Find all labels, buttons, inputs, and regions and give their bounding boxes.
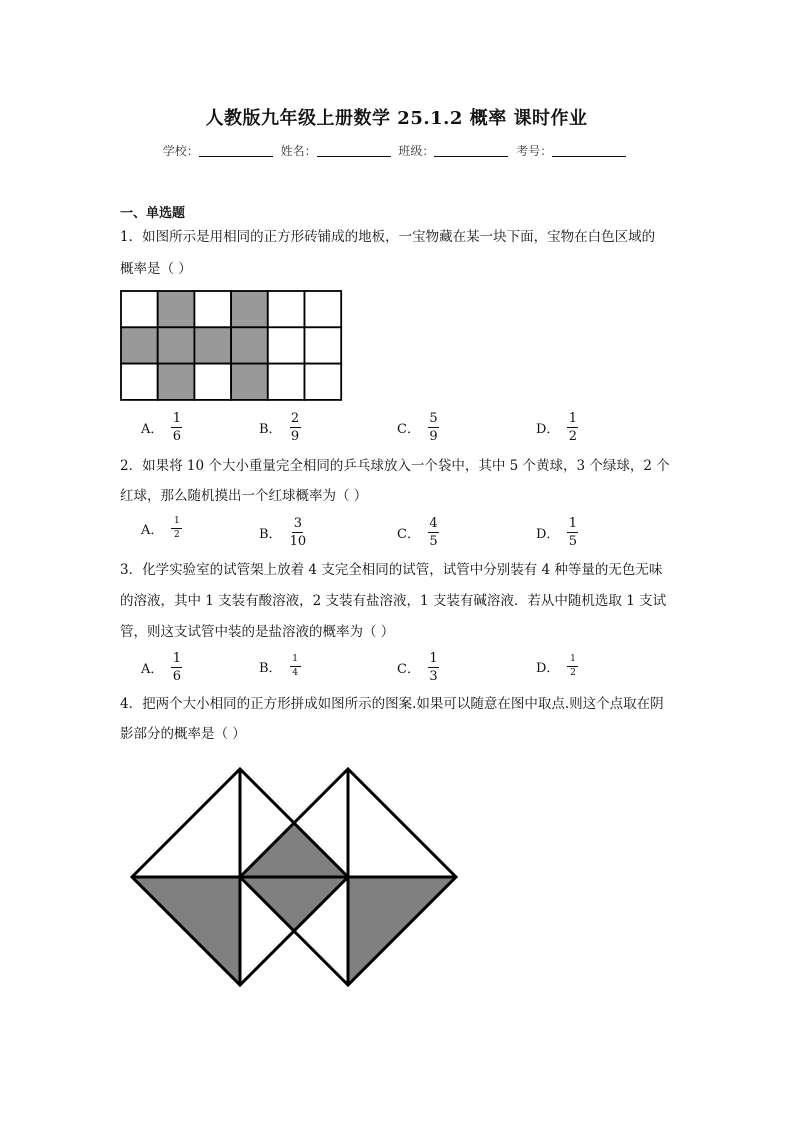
q1-option-a[interactable] (141, 412, 182, 443)
option-label: C． (397, 527, 420, 542)
section-heading: 一、单选题 (120, 206, 186, 221)
q2-option-a[interactable] (141, 517, 182, 540)
school-blank[interactable] (199, 144, 273, 157)
denominator: 3 (429, 669, 438, 684)
name-blank[interactable] (317, 144, 391, 157)
q1-option-c[interactable] (397, 412, 439, 443)
q4-text-line-1: 4．把两个大小相同的正方形拼成如图所示的图案.如果可以随意在图中取点.则这个点取在阴 (120, 696, 664, 712)
grid-tile-white (121, 291, 158, 327)
grid-tile-white (305, 364, 342, 400)
school-label: 学校： (162, 144, 199, 158)
option-label: B． (259, 422, 282, 437)
q4-text-line-2: 影部分的概率是（ ） (120, 726, 246, 742)
numerator: 1 (568, 411, 578, 426)
denominator: 5 (568, 534, 578, 549)
fraction (567, 412, 578, 443)
q3-text-line-1: 3．化学实验室的试管架上放着 4 支完全相同的试管，试管中分别装有 4 种等量的无色无味 (120, 562, 663, 578)
q4-two-squares-figure (128, 764, 460, 990)
denominator: 6 (172, 669, 182, 684)
denominator: 9 (290, 429, 300, 444)
numerator: 3 (293, 516, 302, 531)
student-info-row (0, 142, 793, 159)
option-label: B． (259, 661, 282, 676)
q2-option-d[interactable] (536, 517, 578, 548)
denominator: 2 (174, 530, 180, 540)
denominator: 2 (570, 668, 576, 678)
exam-number-label: 考号： (516, 144, 553, 158)
grid-tile-white (194, 291, 231, 327)
q2-text-line-1: 2．如果将 10 个大小重量完全相同的乒乓球放入一个袋中，其中 5 个黄球，3 个绿球，2 个 (120, 458, 670, 474)
numerator: 4 (429, 516, 438, 531)
fraction (567, 517, 578, 548)
q1-text-line-2: 概率是（ ） (120, 261, 192, 277)
grid-tile-shaded (231, 291, 268, 327)
option-label: D． (536, 527, 560, 542)
numerator: 1 (290, 655, 301, 667)
fraction (290, 655, 301, 678)
grid-tile-white (194, 364, 231, 400)
denominator: 2 (568, 429, 578, 444)
grid-tile-shaded (158, 327, 195, 363)
q2-option-b[interactable] (259, 517, 306, 548)
fraction (171, 652, 182, 683)
fraction (290, 517, 307, 548)
numerator: 1 (567, 655, 578, 667)
denominator: 6 (172, 429, 182, 444)
q3-option-c[interactable] (397, 652, 439, 683)
grid-tile-shaded (158, 291, 195, 327)
q3-option-d[interactable] (536, 655, 578, 678)
option-label: A． (141, 523, 164, 538)
q3-option-b[interactable] (259, 655, 301, 678)
fraction (567, 655, 578, 678)
q1-option-d[interactable] (536, 412, 578, 443)
exam-number-blank[interactable] (552, 144, 626, 157)
q1-option-b[interactable] (259, 412, 301, 443)
numerator: 1 (568, 516, 578, 531)
option-label: B． (259, 527, 282, 542)
q1-text-line-1: 1．如图所示是用相同的正方形砖铺成的地板，一宝物藏在某一块下面，宝物在白色区域的 (120, 229, 656, 245)
q1-tile-grid-figure (120, 290, 343, 401)
q2-option-c[interactable] (397, 517, 439, 548)
numerator: 5 (429, 411, 438, 426)
name-label: 姓名： (280, 144, 317, 158)
grid-tile-shaded (158, 364, 195, 400)
fraction (428, 652, 439, 683)
option-label: A． (141, 422, 164, 437)
grid-tile-shaded (194, 327, 231, 363)
grid-tile-shaded (231, 327, 268, 363)
denominator: 5 (429, 534, 438, 549)
grid-tile-white (305, 291, 342, 327)
numerator: 1 (429, 651, 438, 666)
option-label: C． (397, 662, 420, 677)
option-label: D． (536, 422, 560, 437)
numerator: 1 (171, 517, 182, 529)
denominator: 9 (429, 429, 438, 444)
q3-text-line-3: 管，则这支试管中装的是盐溶液的概率为（ ） (120, 624, 395, 640)
fraction (290, 412, 301, 443)
option-label: D． (536, 661, 560, 676)
grid-tile-shaded (121, 327, 158, 363)
numerator: 1 (172, 411, 182, 426)
page-title: 人教版九年级上册数学 25.1.2 概率 课时作业 (205, 108, 588, 129)
fraction (171, 412, 182, 443)
grid-tile-white (268, 364, 305, 400)
denominator: 4 (292, 668, 298, 678)
fraction (428, 412, 439, 443)
fraction (171, 517, 182, 540)
fraction (428, 517, 439, 548)
denominator: 10 (289, 534, 307, 549)
q2-text-line-2: 红球，那么随机摸出一个红球概率为（ ） (120, 488, 368, 504)
class-label: 班级： (398, 144, 435, 158)
q3-option-a[interactable] (141, 652, 182, 683)
grid-tile-white (305, 327, 342, 363)
numerator: 2 (290, 411, 300, 426)
q3-text-line-2: 的溶液，其中 1 支装有酸溶液，2 支装有盐溶液，1 支装有碱溶液．若从中随机选取 1 支试 (120, 593, 667, 609)
grid-tile-shaded (231, 364, 268, 400)
option-label: A． (141, 662, 164, 677)
option-label: C． (397, 422, 420, 437)
class-blank[interactable] (434, 144, 508, 157)
grid-tile-white (268, 327, 305, 363)
numerator: 1 (172, 651, 182, 666)
grid-tile-white (121, 364, 158, 400)
grid-tile-white (268, 291, 305, 327)
